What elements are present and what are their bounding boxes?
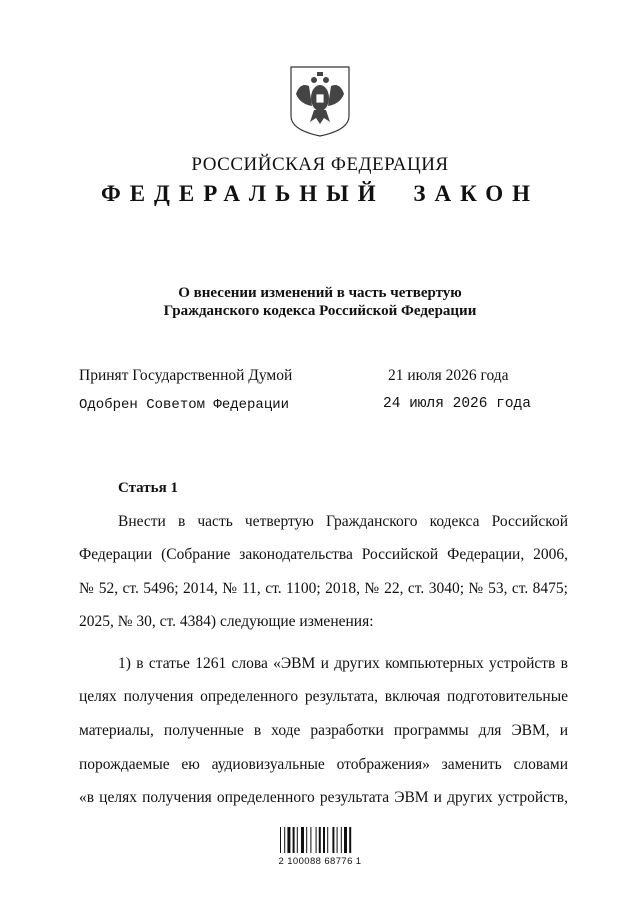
body-line: № 52, ст. 5496; 2014, № 11, ст. 1100; 2018, № 22, ст. 3040; № 53, ст. 8475; bbox=[79, 580, 568, 597]
body-line: целях получения определенного результата, включая подготовительные bbox=[79, 688, 568, 705]
approved-label: Одобрен Советом Федерации bbox=[79, 397, 290, 413]
law-title-line-1: О внесении изменений в часть четвертую bbox=[178, 285, 462, 301]
document-type: ФЕДЕРАЛЬНЫЙ ЗАКОН bbox=[100, 181, 540, 206]
body-line: 2025, № 30, ст. 4384) следующие изменения: bbox=[79, 613, 374, 630]
adopted-label: Принят Государственной Думой bbox=[79, 367, 293, 384]
body-line: порождаемые ею аудиовизуальные отображения» заменить словами bbox=[79, 756, 568, 773]
coat-of-arms-icon bbox=[288, 64, 352, 138]
barcode-number: 2 100088 68776 1 bbox=[278, 856, 362, 867]
body-line: 1) в статье 1261 слова «ЭВМ и других компьютерных устройств в bbox=[118, 655, 568, 672]
country-name: РОССИЙСКАЯ ФЕДЕРАЦИЯ bbox=[191, 154, 449, 175]
adopted-date: 21 июля 2026 года bbox=[388, 367, 509, 384]
approved-date: 24 июля 2026 года bbox=[383, 396, 531, 412]
body-line: материалы, полученные в ходе разработки программы для ЭВМ, и bbox=[79, 722, 568, 739]
article-heading: Статья 1 bbox=[118, 480, 178, 496]
law-title-line-2: Гражданского кодекса Российской Федерации bbox=[163, 303, 477, 319]
body-line: «в целях получения определенного результата ЭВМ и других устройств, bbox=[79, 789, 568, 806]
body-line: Внести в часть четвертую Гражданского кодекса Российской bbox=[118, 513, 568, 530]
body-line: Федерации (Собрание законодательства Российской Федерации, 2006, bbox=[79, 546, 568, 563]
